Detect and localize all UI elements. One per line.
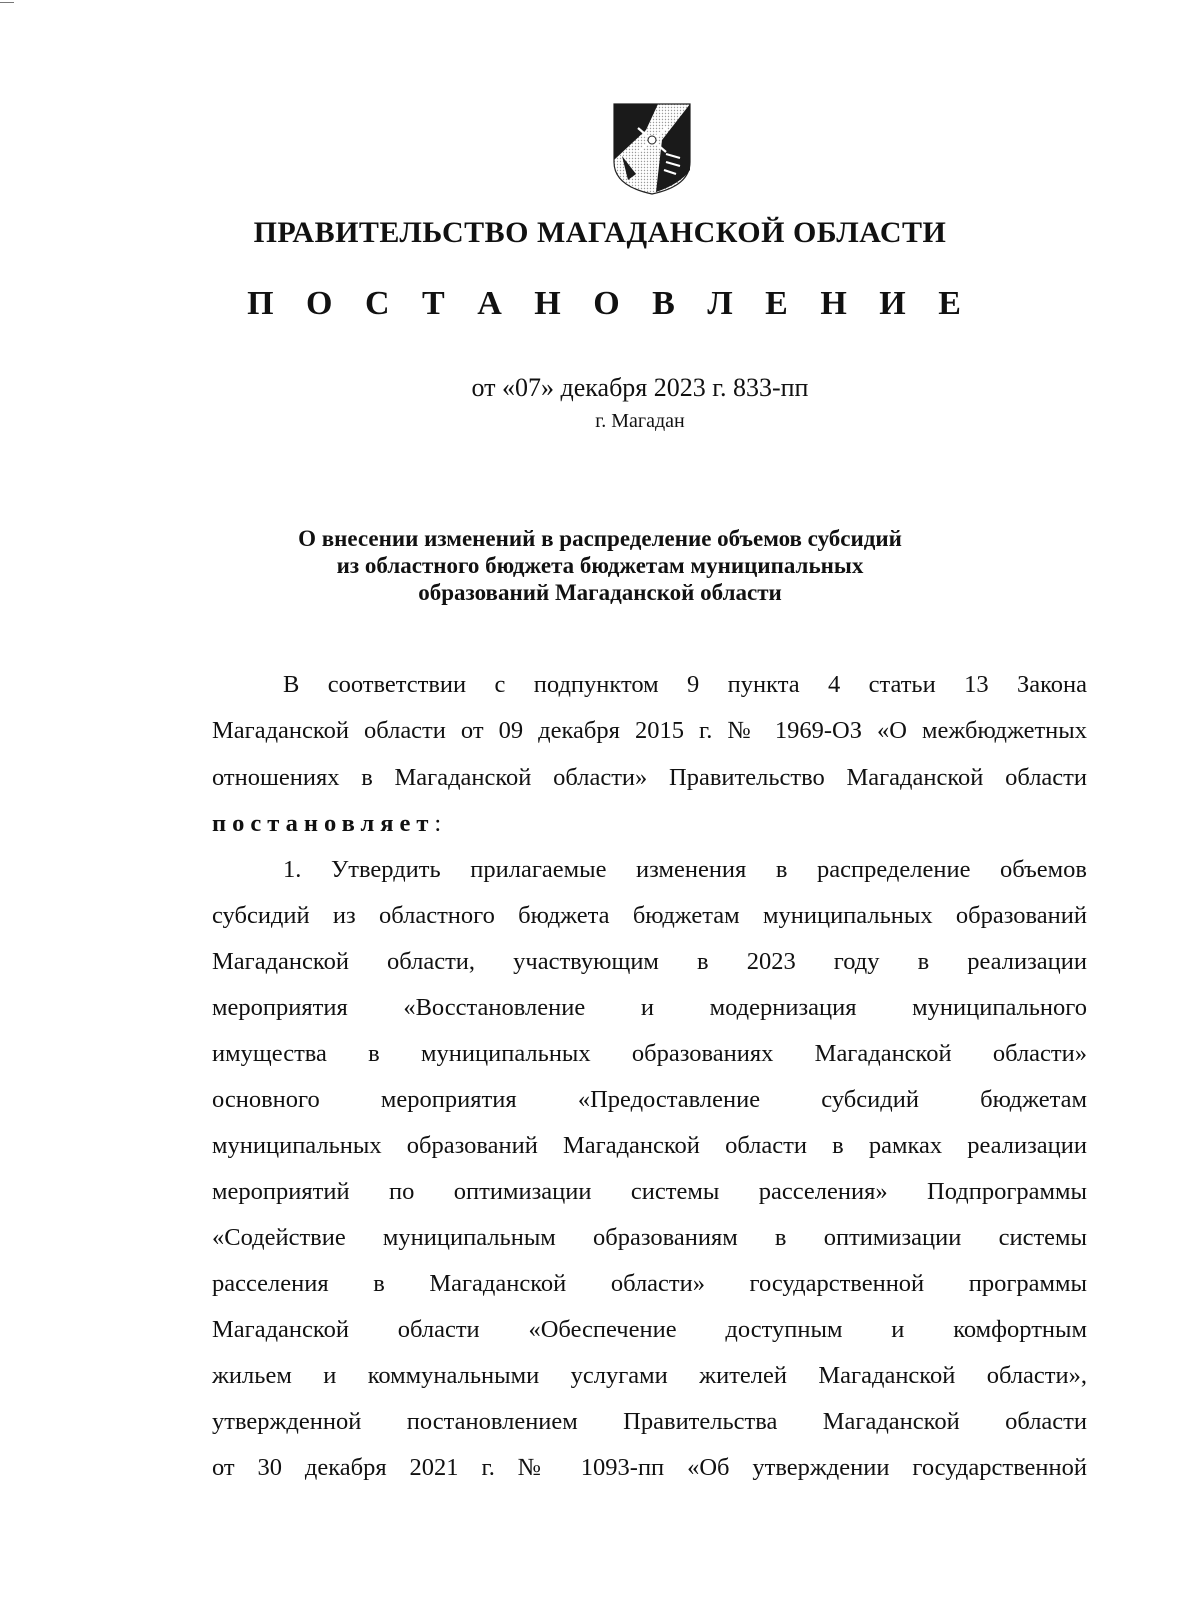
body-line: утвержденной постановлением Правительства Магаданской области: [212, 1408, 1087, 1435]
body-line: основного мероприятия «Предоставление субсидий бюджетам: [212, 1086, 1087, 1113]
document-subject: [0, 525, 1200, 606]
resolves-colon: :: [434, 810, 442, 837]
scan-mark: [0, 2, 14, 3]
body-line: жильем и коммунальными услугами жителей Магаданской области»,: [212, 1362, 1087, 1389]
body-line: отношениях в Магаданской области» Правительство Магаданской области: [212, 764, 1087, 791]
subject-line: О внесении изменений в распределение объемов субсидий: [298, 526, 902, 551]
body-line: 1. Утвердить прилагаемые изменения в распределение объемов: [283, 856, 1087, 883]
body-line: имущества в муниципальных образованиях Магаданской области»: [212, 1040, 1087, 1067]
body-line: расселения в Магаданской области» государственной программы: [212, 1270, 1087, 1297]
body-line: Магаданской области «Обеспечение доступным и комфортным: [212, 1316, 1087, 1343]
government-title: ПРАВИТЕЛЬСТВО МАГАДАНСКОЙ ОБЛАСТИ: [253, 216, 947, 249]
document-type: П О С Т А Н О В Л Е Н И Е: [247, 285, 973, 322]
document-date-number: от «07» декабря 2023 г. 833-пп: [471, 373, 809, 402]
body-line: от 30 декабря 2021 г. № 1093-пп «Об утверждении государственной: [212, 1454, 1087, 1481]
subject-line: образований Магаданской области: [418, 580, 782, 605]
body-line: [212, 810, 1087, 838]
subject-line: из областного бюджета бюджетам муниципальных: [336, 553, 864, 578]
body-line: субсидий из областного бюджета бюджетам муниципальных образований: [212, 902, 1087, 929]
body-line: мероприятия «Восстановление и модернизация муниципального: [212, 994, 1087, 1021]
body-line: мероприятий по оптимизации системы расселения» Подпрограммы: [212, 1178, 1087, 1205]
coat-of-arms-emblem: [610, 100, 694, 196]
body-line: «Содействие муниципальным образованиям в оптимизации системы: [212, 1224, 1087, 1251]
body-line: Магаданской области от 09 декабря 2015 г. № 1969-ОЗ «О межбюджетных: [212, 717, 1087, 744]
body-line: муниципальных образований Магаданской области в рамках реализации: [212, 1132, 1087, 1159]
document-city: г. Магадан: [595, 410, 685, 432]
body-line: Магаданской области, участвующим в 2023 году в реализации: [212, 948, 1087, 975]
resolves-word: постановляет: [212, 810, 435, 837]
body-line: В соответствии с подпунктом 9 пункта 4 статьи 13 Закона: [283, 671, 1087, 698]
